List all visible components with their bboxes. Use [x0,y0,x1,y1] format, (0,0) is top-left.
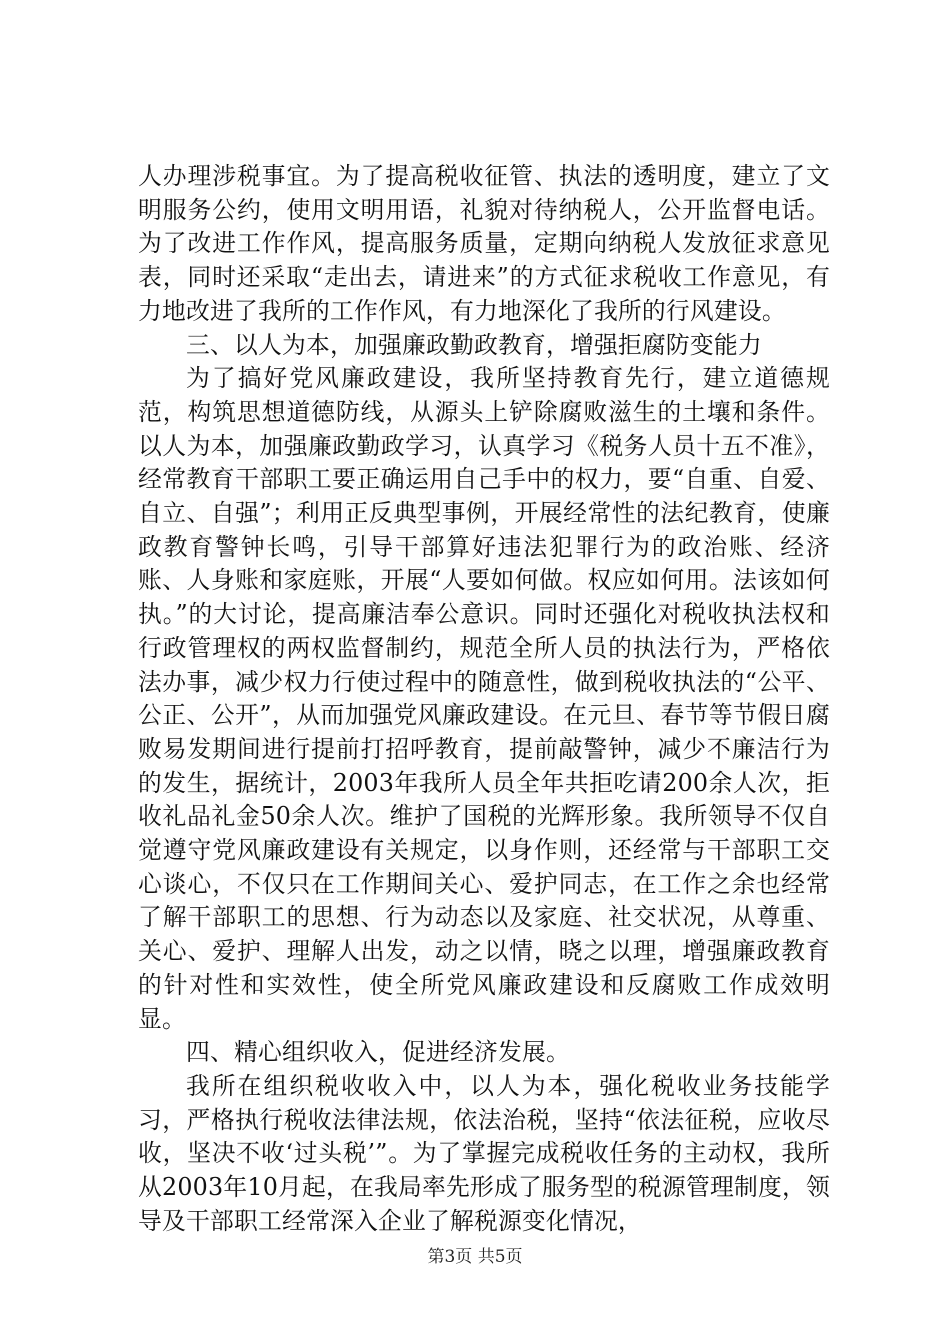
paragraph: 我所在组织税收收入中，以人为本，强化税收业务技能学习，严格执行税收法律法规，依法治税，坚持“依法征税，应收尽收，坚决不收‘过头税’”。为了掌握完成税收任务的主动权，我所从2003年10月起，在我局率先形成了服务型的税源管理制度，领导及干部职工经常深入企业了解税源变化情况， [138,1071,830,1235]
paragraph: 为了搞好党风廉政建设，我所坚持教育先行，建立道德规范，构筑思想道德防线，从源头上铲除腐败滋生的土壤和条件。以人为本，加强廉政勤政学习，认真学习《税务人员十五不准》，经常教育干部职工要正确运用自己手中的权力，要“自重、自爱、自立、自强”；利用正反典型事例，开展经常性的法纪教育，使廉政教育警钟长鸣，引导干部算好违法犯罪行为的政治账、经济账、人身账和家庭账，开展“人要如何做。权应如何用。法该如何执。”的大讨论，提高廉洁奉公意识。同时还强化对税收执法权和行政管理权的两权监督制约，规范全所人员的执法行为，严格依法办事，减少权力行使过程中的随意性，做到税收执法的“公平、公正、公开”，从而加强党风廉政建设。在元旦、春节等节假日腐败易发期间进行提前打招呼教育，提前敲警钟，减少不廉洁行为的发生，据统计，2003年我所人员全年共拒吃请200余人次，拒收礼品礼金50余人次。维护了国税的光辉形象。我所领导不仅自觉遵守党风廉政建设有关规定，以身作则，还经常与干部职工交心谈心，不仅只在工作期间关心、爱护同志，在工作之余也经常了解干部职工的思想、行为动态以及家庭、社交状况，从尊重、关心、爱护、理解人出发，动之以情，晓之以理，增强廉政教育的针对性和实效性，使全所党风廉政建设和反腐败工作成效明显。 [138,364,830,1033]
section-heading: 三、以人为本，加强廉政勤政教育，增强拒腐防变能力 [186,330,762,359]
document-body [138,160,830,1239]
section-heading: 四、精心组织收入，促进经济发展。 [186,1038,570,1067]
page-number-footer: 第3页 共5页 [427,1247,523,1267]
paragraph: 人办理涉税事宜。为了提高税收征管、执法的透明度，建立了文明服务公约，使用文明用语，礼貌对待纳税人，公开监督电话。为了改进工作作风，提高服务质量，定期向纳税人发放征求意见表，同时还采取“走出去，请进来”的方式征求税收工作意见，有力地改进了我所的工作作风，有力地深化了我所的行风建设。 [138,162,830,325]
